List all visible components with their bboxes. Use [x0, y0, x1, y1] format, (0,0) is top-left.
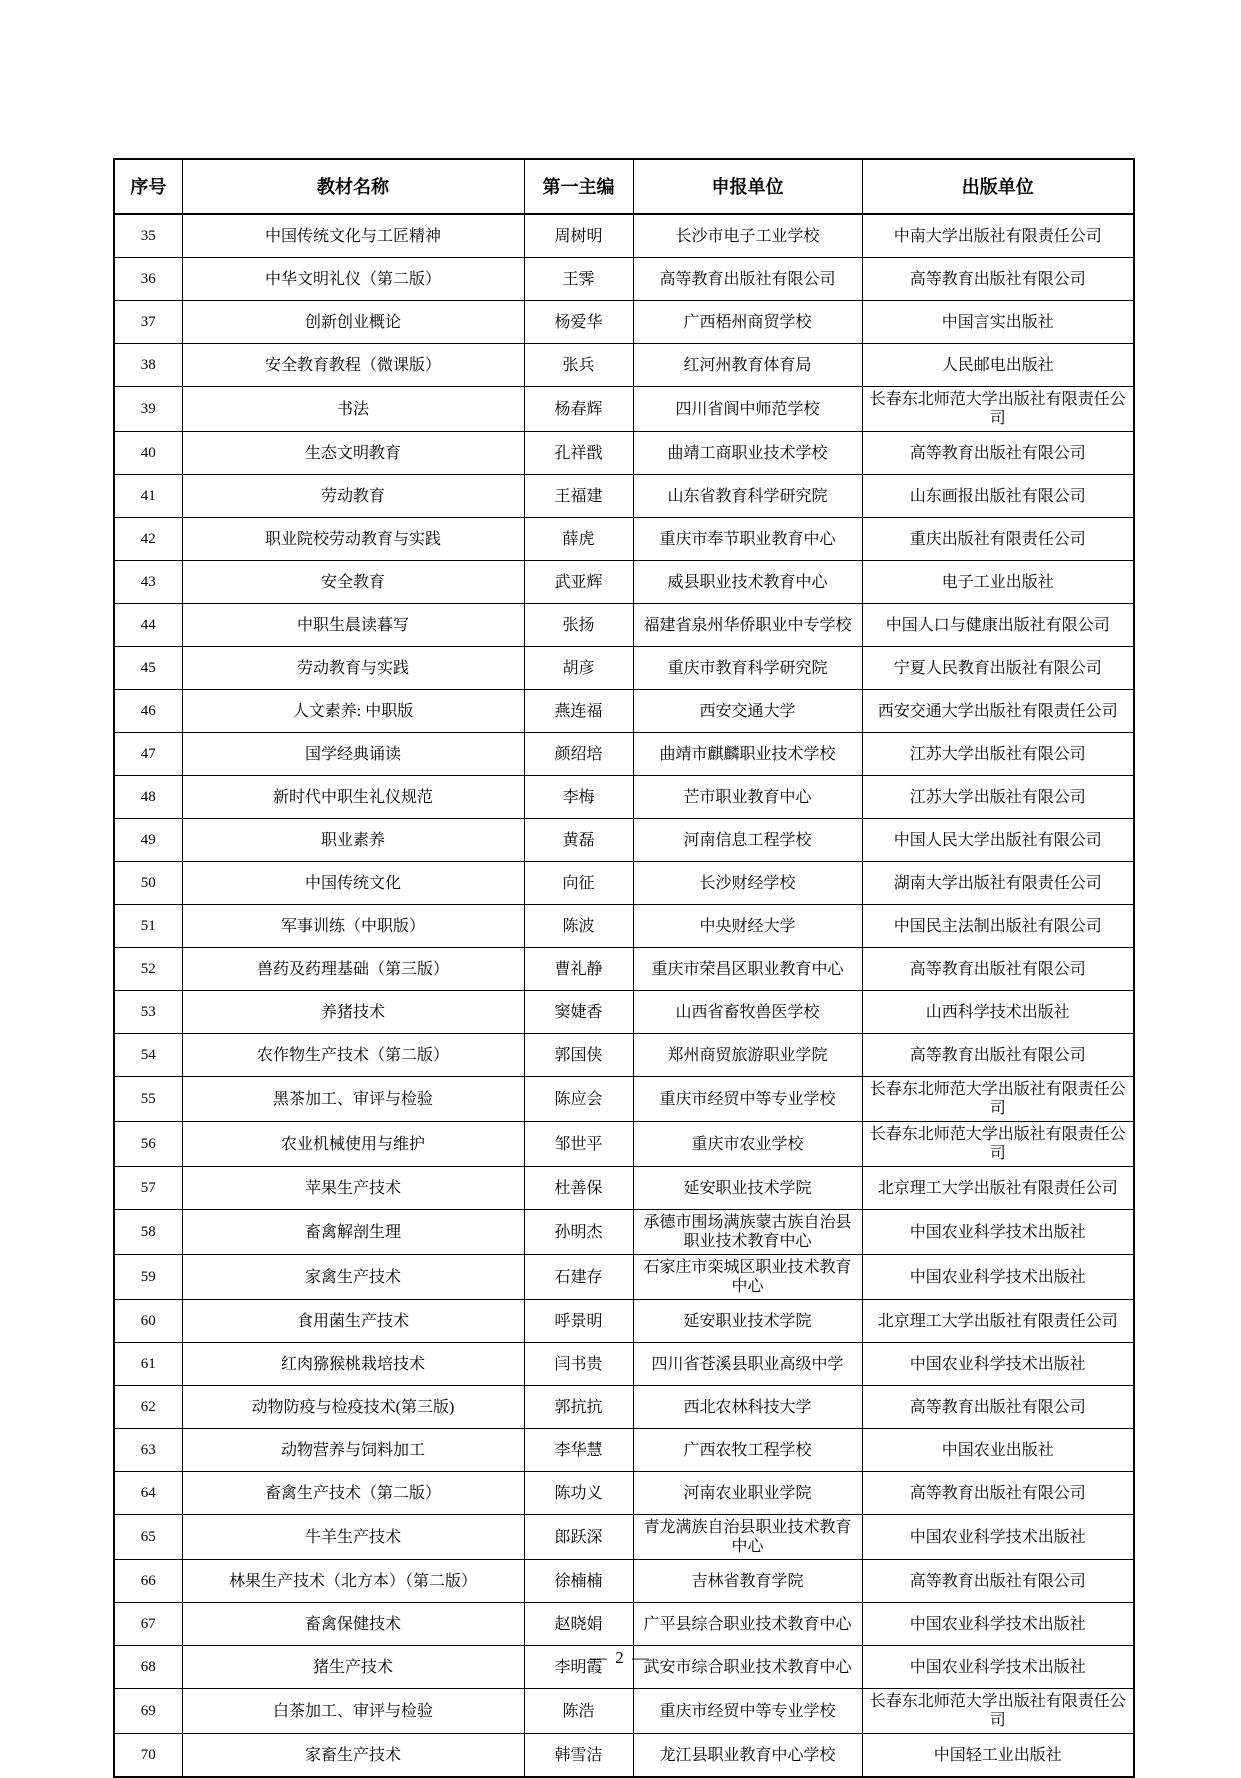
column-header-textbook-name: 教材名称	[182, 159, 524, 214]
cell-publisher: 高等教育出版社有限公司	[862, 1386, 1134, 1429]
cell-editor: 徐楠楠	[524, 1560, 633, 1603]
cell-applicant: 四川省阆中师范学校	[633, 387, 862, 432]
table-row	[114, 862, 1134, 905]
cell-no: 63	[114, 1429, 182, 1472]
cell-applicant: 西安交通大学	[633, 690, 862, 733]
table-row	[114, 733, 1134, 776]
cell-publisher: 电子工业出版社	[862, 561, 1134, 604]
cell-publisher: 中南大学出版社有限责任公司	[862, 214, 1134, 258]
table-row	[114, 1429, 1134, 1472]
cell-title: 职业院校劳动教育与实践	[182, 518, 524, 561]
cell-no: 64	[114, 1472, 182, 1515]
cell-publisher: 北京理工大学出版社有限责任公司	[862, 1167, 1134, 1210]
cell-publisher: 中国人民大学出版社有限公司	[862, 819, 1134, 862]
cell-no: 66	[114, 1560, 182, 1603]
cell-title: 养猪技术	[182, 991, 524, 1034]
cell-publisher: 中国农业科学技术出版社	[862, 1515, 1134, 1560]
cell-no: 47	[114, 733, 182, 776]
cell-publisher: 中国民主法制出版社有限公司	[862, 905, 1134, 948]
table-row	[114, 776, 1134, 819]
table-row	[114, 905, 1134, 948]
cell-applicant: 河南信息工程学校	[633, 819, 862, 862]
cell-publisher: 人民邮电出版社	[862, 344, 1134, 387]
cell-applicant: 吉林省教育学院	[633, 1560, 862, 1603]
page-number: — 2 —	[590, 1648, 651, 1667]
cell-publisher: 中国农业出版社	[862, 1429, 1134, 1472]
cell-editor: 曹礼静	[524, 948, 633, 991]
table-body	[114, 214, 1134, 1777]
cell-title: 动物营养与饲料加工	[182, 1429, 524, 1472]
cell-editor: 王霁	[524, 258, 633, 301]
table-row	[114, 432, 1134, 475]
cell-editor: 颜绍培	[524, 733, 633, 776]
cell-applicant: 曲靖市麒麟职业技术学校	[633, 733, 862, 776]
cell-no: 62	[114, 1386, 182, 1429]
table-row	[114, 1255, 1134, 1300]
cell-applicant: 重庆市教育科学研究院	[633, 647, 862, 690]
table-row	[114, 819, 1134, 862]
column-header-first-editor: 第一主编	[524, 159, 633, 214]
cell-applicant: 长沙财经学校	[633, 862, 862, 905]
cell-no: 61	[114, 1343, 182, 1386]
cell-applicant: 重庆市奉节职业教育中心	[633, 518, 862, 561]
cell-title: 畜禽生产技术（第二版）	[182, 1472, 524, 1515]
cell-publisher: 湖南大学出版社有限责任公司	[862, 862, 1134, 905]
cell-no: 69	[114, 1689, 182, 1734]
cell-title: 新时代中职生礼仪规范	[182, 776, 524, 819]
table-row	[114, 387, 1134, 432]
cell-editor: 孔祥戬	[524, 432, 633, 475]
cell-title: 人文素养: 中职版	[182, 690, 524, 733]
cell-applicant: 广西梧州商贸学校	[633, 301, 862, 344]
cell-applicant: 重庆市荣昌区职业教育中心	[633, 948, 862, 991]
table-row	[114, 1077, 1134, 1122]
cell-no: 68	[114, 1646, 182, 1689]
cell-no: 60	[114, 1300, 182, 1343]
cell-publisher: 山西科学技术出版社	[862, 991, 1134, 1034]
cell-no: 37	[114, 301, 182, 344]
cell-publisher: 高等教育出版社有限公司	[862, 948, 1134, 991]
table-row	[114, 518, 1134, 561]
textbook-table	[113, 158, 1135, 1778]
cell-editor: 郭国侠	[524, 1034, 633, 1077]
cell-editor: 呼景明	[524, 1300, 633, 1343]
cell-editor: 周树明	[524, 214, 633, 258]
cell-editor: 李梅	[524, 776, 633, 819]
cell-title: 食用菌生产技术	[182, 1300, 524, 1343]
cell-publisher: 中国农业科学技术出版社	[862, 1210, 1134, 1255]
cell-no: 53	[114, 991, 182, 1034]
cell-no: 43	[114, 561, 182, 604]
cell-title: 黑茶加工、审评与检验	[182, 1077, 524, 1122]
cell-publisher: 长春东北师范大学出版社有限责任公司	[862, 1077, 1134, 1122]
cell-applicant: 芒市职业教育中心	[633, 776, 862, 819]
table-row	[114, 344, 1134, 387]
cell-title: 畜禽解剖生理	[182, 1210, 524, 1255]
cell-editor: 杨爱华	[524, 301, 633, 344]
cell-no: 44	[114, 604, 182, 647]
cell-no: 51	[114, 905, 182, 948]
cell-applicant: 重庆市经贸中等专业学校	[633, 1689, 862, 1734]
cell-editor: 黄磊	[524, 819, 633, 862]
cell-editor: 陈波	[524, 905, 633, 948]
table-row	[114, 1689, 1134, 1734]
cell-editor: 薛虎	[524, 518, 633, 561]
cell-applicant: 广平县综合职业技术教育中心	[633, 1603, 862, 1646]
table-header-row	[114, 159, 1134, 214]
cell-applicant: 延安职业技术学院	[633, 1167, 862, 1210]
cell-no: 41	[114, 475, 182, 518]
cell-applicant: 龙江县职业教育中心学校	[633, 1734, 862, 1778]
cell-title: 猪生产技术	[182, 1646, 524, 1689]
cell-editor: 郭抗抗	[524, 1386, 633, 1429]
table-row	[114, 1603, 1134, 1646]
cell-publisher: 中国农业科学技术出版社	[862, 1646, 1134, 1689]
table-row	[114, 475, 1134, 518]
cell-no: 49	[114, 819, 182, 862]
cell-no: 54	[114, 1034, 182, 1077]
cell-editor: 邹世平	[524, 1122, 633, 1167]
cell-title: 劳动教育与实践	[182, 647, 524, 690]
cell-title: 军事训练（中职版）	[182, 905, 524, 948]
cell-applicant: 重庆市经贸中等专业学校	[633, 1077, 862, 1122]
cell-publisher: 中国农业科学技术出版社	[862, 1255, 1134, 1300]
cell-title: 创新创业概论	[182, 301, 524, 344]
cell-applicant: 四川省苍溪县职业高级中学	[633, 1343, 862, 1386]
cell-publisher: 宁夏人民教育出版社有限公司	[862, 647, 1134, 690]
cell-title: 中国传统文化	[182, 862, 524, 905]
cell-no: 50	[114, 862, 182, 905]
table-row	[114, 1343, 1134, 1386]
cell-editor: 张扬	[524, 604, 633, 647]
cell-title: 中职生晨读暮写	[182, 604, 524, 647]
cell-applicant: 武安市综合职业技术教育中心	[633, 1646, 862, 1689]
cell-applicant: 青龙满族自治县职业技术教育中心	[633, 1515, 862, 1560]
table-row	[114, 1560, 1134, 1603]
cell-title: 农作物生产技术（第二版）	[182, 1034, 524, 1077]
cell-no: 36	[114, 258, 182, 301]
cell-title: 畜禽保健技术	[182, 1603, 524, 1646]
cell-publisher: 长春东北师范大学出版社有限责任公司	[862, 1689, 1134, 1734]
cell-publisher: 中国人口与健康出版社有限公司	[862, 604, 1134, 647]
column-header-applicant-unit: 申报单位	[633, 159, 862, 214]
cell-no: 70	[114, 1734, 182, 1778]
cell-no: 42	[114, 518, 182, 561]
cell-editor: 武亚辉	[524, 561, 633, 604]
cell-applicant: 长沙市电子工业学校	[633, 214, 862, 258]
column-header-publisher-unit: 出版单位	[862, 159, 1134, 214]
table-row	[114, 1034, 1134, 1077]
table-row	[114, 647, 1134, 690]
cell-title: 家畜生产技术	[182, 1734, 524, 1778]
cell-applicant: 石家庄市栾城区职业技术教育中心	[633, 1255, 862, 1300]
cell-applicant: 红河州教育体育局	[633, 344, 862, 387]
cell-editor: 李明霞	[524, 1646, 633, 1689]
cell-title: 职业素养	[182, 819, 524, 862]
cell-applicant: 高等教育出版社有限公司	[633, 258, 862, 301]
cell-editor: 杨春辉	[524, 387, 633, 432]
table-row	[114, 1122, 1134, 1167]
cell-publisher: 中国农业科学技术出版社	[862, 1343, 1134, 1386]
cell-no: 55	[114, 1077, 182, 1122]
cell-editor: 燕连福	[524, 690, 633, 733]
cell-applicant: 延安职业技术学院	[633, 1300, 862, 1343]
cell-no: 65	[114, 1515, 182, 1560]
textbook-table-container	[113, 158, 1134, 1778]
cell-editor: 李华慧	[524, 1429, 633, 1472]
column-header-serial-number: 序号	[114, 159, 182, 214]
table-row	[114, 690, 1134, 733]
cell-editor: 闫书贵	[524, 1343, 633, 1386]
cell-editor: 向征	[524, 862, 633, 905]
cell-publisher: 高等教育出版社有限公司	[862, 1560, 1134, 1603]
table-row	[114, 301, 1134, 344]
cell-no: 56	[114, 1122, 182, 1167]
cell-title: 红肉猕猴桃栽培技术	[182, 1343, 524, 1386]
table-row	[114, 1167, 1134, 1210]
cell-publisher: 长春东北师范大学出版社有限责任公司	[862, 1122, 1134, 1167]
cell-applicant: 曲靖工商职业技术学校	[633, 432, 862, 475]
table-row	[114, 214, 1134, 258]
cell-publisher: 江苏大学出版社有限公司	[862, 733, 1134, 776]
cell-publisher: 长春东北师范大学出版社有限责任公司	[862, 387, 1134, 432]
cell-title: 苹果生产技术	[182, 1167, 524, 1210]
cell-applicant: 广西农牧工程学校	[633, 1429, 862, 1472]
cell-no: 38	[114, 344, 182, 387]
cell-editor: 王福建	[524, 475, 633, 518]
table-row	[114, 1472, 1134, 1515]
cell-publisher: 中国农业科学技术出版社	[862, 1603, 1134, 1646]
cell-editor: 石建存	[524, 1255, 633, 1300]
cell-editor: 陈浩	[524, 1689, 633, 1734]
cell-editor: 窦婕香	[524, 991, 633, 1034]
cell-applicant: 山西省畜牧兽医学校	[633, 991, 862, 1034]
cell-title: 动物防疫与检疫技术(第三版)	[182, 1386, 524, 1429]
cell-title: 林果生产技术（北方本）（第二版）	[182, 1560, 524, 1603]
table-row	[114, 948, 1134, 991]
table-row	[114, 561, 1134, 604]
cell-title: 书法	[182, 387, 524, 432]
cell-no: 40	[114, 432, 182, 475]
cell-no: 46	[114, 690, 182, 733]
cell-no: 57	[114, 1167, 182, 1210]
cell-publisher: 中国轻工业出版社	[862, 1734, 1134, 1778]
cell-no: 52	[114, 948, 182, 991]
cell-no: 67	[114, 1603, 182, 1646]
cell-title: 国学经典诵读	[182, 733, 524, 776]
cell-title: 白茶加工、审评与检验	[182, 1689, 524, 1734]
table-row	[114, 258, 1134, 301]
cell-publisher: 高等教育出版社有限公司	[862, 432, 1134, 475]
cell-publisher: 江苏大学出版社有限公司	[862, 776, 1134, 819]
cell-no: 35	[114, 214, 182, 258]
table-row	[114, 1210, 1134, 1255]
cell-title: 劳动教育	[182, 475, 524, 518]
cell-editor: 赵晓娟	[524, 1603, 633, 1646]
cell-applicant: 西北农林科技大学	[633, 1386, 862, 1429]
cell-title: 中华文明礼仪（第二版）	[182, 258, 524, 301]
cell-publisher: 山东画报出版社有限公司	[862, 475, 1134, 518]
table-row	[114, 1515, 1134, 1560]
cell-no: 59	[114, 1255, 182, 1300]
cell-editor: 郎跃深	[524, 1515, 633, 1560]
cell-editor: 张兵	[524, 344, 633, 387]
table-row	[114, 604, 1134, 647]
cell-title: 牛羊生产技术	[182, 1515, 524, 1560]
cell-publisher: 北京理工大学出版社有限责任公司	[862, 1300, 1134, 1343]
cell-applicant: 郑州商贸旅游职业学院	[633, 1034, 862, 1077]
cell-publisher: 高等教育出版社有限公司	[862, 258, 1134, 301]
cell-editor: 孙明杰	[524, 1210, 633, 1255]
cell-no: 45	[114, 647, 182, 690]
cell-title: 兽药及药理基础（第三版）	[182, 948, 524, 991]
table-row	[114, 1386, 1134, 1429]
cell-editor: 韩雪洁	[524, 1734, 633, 1778]
cell-title: 安全教育教程（微课版）	[182, 344, 524, 387]
cell-editor: 陈应会	[524, 1077, 633, 1122]
cell-applicant: 重庆市农业学校	[633, 1122, 862, 1167]
cell-publisher: 重庆出版社有限责任公司	[862, 518, 1134, 561]
cell-title: 生态文明教育	[182, 432, 524, 475]
cell-publisher: 高等教育出版社有限公司	[862, 1472, 1134, 1515]
cell-editor: 胡彦	[524, 647, 633, 690]
cell-no: 39	[114, 387, 182, 432]
cell-applicant: 威县职业技术教育中心	[633, 561, 862, 604]
cell-no: 58	[114, 1210, 182, 1255]
cell-title: 家禽生产技术	[182, 1255, 524, 1300]
cell-applicant: 承德市围场满族蒙古族自治县职业技术教育中心	[633, 1210, 862, 1255]
table-row	[114, 991, 1134, 1034]
cell-applicant: 中央财经大学	[633, 905, 862, 948]
cell-title: 农业机械使用与维护	[182, 1122, 524, 1167]
cell-editor: 杜善保	[524, 1167, 633, 1210]
cell-publisher: 西安交通大学出版社有限责任公司	[862, 690, 1134, 733]
cell-applicant: 山东省教育科学研究院	[633, 475, 862, 518]
cell-publisher: 高等教育出版社有限公司	[862, 1034, 1134, 1077]
cell-title: 中国传统文化与工匠精神	[182, 214, 524, 258]
cell-title: 安全教育	[182, 561, 524, 604]
table-row	[114, 1300, 1134, 1343]
table-row	[114, 1734, 1134, 1778]
cell-applicant: 河南农业职业学院	[633, 1472, 862, 1515]
cell-publisher: 中国言实出版社	[862, 301, 1134, 344]
cell-no: 48	[114, 776, 182, 819]
cell-editor: 陈功义	[524, 1472, 633, 1515]
cell-applicant: 福建省泉州华侨职业中专学校	[633, 604, 862, 647]
